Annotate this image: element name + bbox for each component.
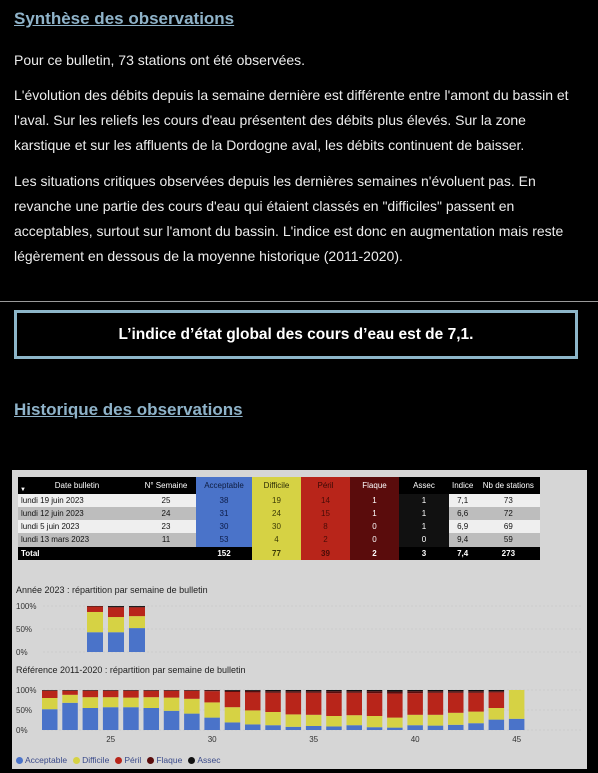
bar-stack — [347, 690, 363, 730]
y-tick-label: 100% — [16, 686, 37, 695]
bar-segment-flaque — [245, 691, 261, 693]
bar-segment-acceptable — [42, 709, 58, 730]
legend-label: Péril — [124, 755, 142, 765]
cell-indice: 6,6 — [449, 507, 476, 520]
bar-segment-péril — [265, 693, 281, 712]
bar-segment-assec — [225, 690, 241, 691]
bar-segment-péril — [225, 692, 241, 707]
bar-segment-péril — [87, 606, 103, 612]
cell-assec: 1 — [399, 507, 449, 520]
bar-segment-acceptable — [367, 727, 383, 730]
bar-segment-assec — [489, 690, 505, 691]
col-assec-header[interactable]: Assec — [399, 477, 449, 494]
bar-segment-péril — [42, 691, 58, 698]
bar-segment-acceptable — [448, 725, 464, 730]
bar-segment-difficile — [87, 612, 103, 632]
cell-indice: 9,4 — [449, 533, 476, 547]
cell-stations: 73 — [476, 494, 540, 507]
col-date-header[interactable] — [18, 477, 136, 494]
bar-segment-flaque — [225, 691, 241, 692]
bar-segment-péril — [387, 694, 403, 718]
cell-indice: 6,9 — [449, 520, 476, 533]
cell-flaque: 1 — [350, 507, 399, 520]
bar-segment-flaque — [489, 691, 505, 692]
col-peril-header[interactable]: Péril — [301, 477, 350, 494]
bar-stack — [245, 690, 261, 730]
bar-segment-assec — [265, 690, 281, 691]
bar-segment-flaque — [448, 691, 464, 693]
bar-segment-péril — [428, 693, 444, 715]
bar-segment-difficile — [347, 715, 363, 725]
bar-stack — [87, 606, 103, 652]
bar-segment-difficile — [428, 715, 444, 726]
bar-segment-flaque — [407, 691, 423, 693]
bar-stack — [265, 690, 281, 730]
bar-stack — [129, 606, 145, 652]
legend-item[interactable] — [16, 755, 67, 765]
cell-date: lundi 13 mars 2023 — [18, 533, 136, 547]
cell-week: 24 — [136, 507, 196, 520]
cell-flaque: 0 — [350, 533, 399, 547]
cell-difficile: 19 — [252, 494, 301, 507]
bar-segment-difficile — [367, 716, 383, 727]
bar-segment-acceptable — [164, 711, 180, 730]
bar-segment-flaque — [204, 690, 220, 691]
col-acceptable-header[interactable]: Acceptable — [196, 477, 252, 494]
bar-segment-flaque — [387, 692, 403, 694]
bar-segment-péril — [103, 691, 119, 697]
bar-stack — [367, 690, 383, 730]
cell-peril: 2 — [301, 533, 350, 547]
cell-week — [136, 547, 196, 561]
cell-peril: 8 — [301, 520, 350, 533]
y-tick-label: 100% — [16, 602, 37, 611]
bar-segment-difficile — [184, 699, 200, 714]
bar-segment-péril — [407, 693, 423, 715]
cell-acceptable: 53 — [196, 533, 252, 547]
table-total-row — [18, 547, 540, 561]
bar-segment-difficile — [448, 713, 464, 725]
bar-segment-acceptable — [306, 726, 322, 730]
bar-segment-acceptable — [509, 719, 525, 730]
observations-table — [18, 477, 540, 560]
report-panel — [12, 470, 587, 769]
y-tick-label: 50% — [16, 625, 33, 634]
col-week-header[interactable]: N° Semaine — [136, 477, 196, 494]
bar-segment-péril — [245, 692, 261, 710]
bar-segment-assec — [129, 606, 145, 607]
bar-segment-difficile — [225, 707, 241, 722]
legend-label: Assec — [197, 755, 221, 765]
bar-segment-acceptable — [108, 632, 124, 652]
cell-difficile: 30 — [252, 520, 301, 533]
cell-difficile: 77 — [252, 547, 301, 561]
bar-segment-difficile — [83, 697, 99, 708]
bar-segment-péril — [347, 693, 363, 715]
cell-difficile: 4 — [252, 533, 301, 547]
cell-peril: 14 — [301, 494, 350, 507]
cell-stations: 69 — [476, 520, 540, 533]
bar-stack — [184, 690, 200, 730]
bar-segment-péril — [129, 607, 145, 616]
bar-stack — [164, 690, 180, 730]
chart-legend — [16, 755, 220, 765]
y-tick-label: 50% — [16, 706, 33, 715]
bar-segment-assec — [468, 690, 484, 691]
cell-acceptable: 30 — [196, 520, 252, 533]
legend-dot-icon — [73, 757, 80, 764]
global-index-banner — [14, 310, 578, 359]
bar-stack — [103, 690, 119, 730]
cell-assec: 3 — [399, 547, 449, 561]
bar-segment-acceptable — [144, 708, 160, 730]
legend-item[interactable] — [188, 755, 220, 765]
bar-segment-assec — [367, 690, 383, 691]
bar-segment-difficile — [164, 698, 180, 711]
bar-segment-assec — [108, 606, 124, 607]
x-tick-label: 40 — [410, 735, 420, 744]
bar-segment-acceptable — [123, 707, 139, 730]
y-tick-label: 0% — [16, 648, 28, 657]
bar-segment-acceptable — [129, 628, 145, 652]
bar-stack — [407, 690, 423, 730]
bar-segment-péril — [286, 693, 302, 715]
bar-stack — [42, 690, 58, 730]
bar-stack — [387, 690, 403, 730]
bar-segment-difficile — [103, 697, 119, 707]
cell-stations: 59 — [476, 533, 540, 547]
bar-segment-acceptable — [204, 718, 220, 730]
bar-segment-péril — [164, 691, 180, 698]
cell-assec: 1 — [399, 520, 449, 533]
legend-item[interactable] — [73, 755, 109, 765]
bar-segment-acceptable — [407, 725, 423, 730]
bar-segment-flaque — [265, 691, 281, 693]
bar-segment-acceptable — [468, 723, 484, 730]
bar-stack — [225, 690, 241, 730]
cell-flaque: 2 — [350, 547, 399, 561]
bar-stack — [83, 690, 99, 730]
bar-stack — [326, 690, 342, 730]
table-row[interactable] — [18, 520, 540, 533]
cell-stations: 273 — [476, 547, 540, 561]
table-header-row — [18, 477, 540, 494]
bar-segment-difficile — [509, 690, 525, 719]
bar-segment-péril — [326, 693, 342, 716]
cell-week: 11 — [136, 533, 196, 547]
bar-segment-acceptable — [103, 707, 119, 730]
table-row[interactable] — [18, 533, 540, 547]
legend-item[interactable] — [115, 755, 141, 765]
bar-segment-acceptable — [184, 714, 200, 730]
bar-segment-difficile — [286, 714, 302, 726]
bar-segment-difficile — [265, 712, 281, 725]
bar-segment-difficile — [42, 698, 58, 709]
bar-stack — [306, 690, 322, 730]
bar-segment-difficile — [468, 712, 484, 724]
bar-stack — [62, 690, 78, 730]
x-tick-label: 30 — [207, 735, 217, 744]
divider — [0, 301, 598, 302]
cell-flaque: 1 — [350, 494, 399, 507]
evolution-paragraph: L'évolution des débits depuis la semaine dernière est différente entre l'amont du bassin et l'aval. Sur les reliefs les cours d'eau présentent des débits plus élevés. Sur la zone karstique et sur les affluents de la Dordogne aval, les débits continuent de baisser. — [14, 87, 569, 153]
bar-stack — [286, 690, 302, 730]
bar-segment-difficile — [387, 718, 403, 728]
bar-segment-flaque — [468, 691, 484, 693]
col-date-label: Date bulletin — [54, 481, 100, 490]
bar-segment-difficile — [108, 617, 124, 632]
cell-date: lundi 19 juin 2023 — [18, 494, 136, 507]
col-difficile-header[interactable]: Difficile — [252, 477, 301, 494]
bar-segment-difficile — [326, 716, 342, 726]
legend-item[interactable] — [147, 755, 182, 765]
bar-stack — [108, 606, 124, 652]
bar-segment-difficile — [129, 616, 145, 628]
synthese-title: Synthèse des observations — [14, 9, 235, 28]
bar-segment-difficile — [204, 702, 220, 717]
bar-segment-acceptable — [225, 722, 241, 730]
bar-segment-flaque — [286, 691, 302, 693]
bar-stack — [123, 690, 139, 730]
cell-flaque: 0 — [350, 520, 399, 533]
cell-week: 23 — [136, 520, 196, 533]
x-tick-label: 25 — [106, 735, 116, 744]
global-index-text: L’indice d’état global des cours d’eau est de 7,1. — [118, 325, 474, 343]
cell-acceptable: 38 — [196, 494, 252, 507]
chart-reference-title: Référence 2011-2020 : répartition par semaine de bulletin — [16, 665, 246, 675]
cell-acceptable: 31 — [196, 507, 252, 520]
bar-segment-péril — [468, 693, 484, 712]
bar-segment-péril — [204, 691, 220, 702]
bar-segment-péril — [448, 693, 464, 713]
bar-segment-péril — [489, 692, 505, 708]
bar-stack — [509, 690, 525, 730]
x-tick-label: 35 — [309, 735, 319, 744]
bar-stack — [489, 690, 505, 730]
bar-segment-assec — [428, 690, 444, 691]
cell-difficile: 24 — [252, 507, 301, 520]
x-tick-label: 45 — [512, 735, 522, 744]
bar-segment-difficile — [489, 708, 505, 720]
bar-stack — [428, 690, 444, 730]
bar-segment-difficile — [245, 710, 261, 724]
legend-dot-icon — [147, 757, 154, 764]
cell-acceptable: 152 — [196, 547, 252, 561]
bar-segment-péril — [83, 691, 99, 697]
bar-segment-acceptable — [87, 632, 103, 652]
cell-date: lundi 12 juin 2023 — [18, 507, 136, 520]
cell-peril: 39 — [301, 547, 350, 561]
bar-segment-assec — [245, 690, 261, 691]
cell-total-label: Total — [18, 547, 136, 561]
historique-title: Historique des observations — [14, 400, 243, 419]
bar-segment-péril — [367, 693, 383, 716]
legend-label: Acceptable — [25, 755, 68, 765]
legend-dot-icon — [188, 757, 195, 764]
bar-segment-difficile — [407, 715, 423, 725]
bar-segment-difficile — [62, 695, 78, 703]
cell-assec: 0 — [399, 533, 449, 547]
bar-segment-acceptable — [62, 703, 78, 730]
cell-date: lundi 5 juin 2023 — [18, 520, 136, 533]
bar-segment-péril — [144, 691, 160, 697]
y-tick-label: 0% — [16, 726, 28, 735]
bar-segment-assec — [347, 690, 363, 691]
bar-stack — [144, 690, 160, 730]
bar-segment-acceptable — [489, 720, 505, 730]
bar-segment-acceptable — [387, 728, 403, 730]
bar-segment-péril — [123, 691, 139, 698]
chart-2023 — [12, 598, 587, 658]
cell-stations: 72 — [476, 507, 540, 520]
bar-stack — [448, 690, 464, 730]
sort-down-icon[interactable]: ▼ — [20, 487, 26, 493]
bar-segment-assec — [448, 690, 464, 691]
bar-segment-péril — [306, 693, 322, 715]
bar-segment-flaque — [347, 691, 363, 693]
bar-segment-acceptable — [245, 724, 261, 730]
cell-indice: 7,4 — [449, 547, 476, 561]
bar-segment-péril — [62, 691, 78, 695]
legend-label: Difficile — [82, 755, 110, 765]
chart-reference — [12, 678, 587, 750]
bar-segment-assec — [407, 690, 423, 691]
bar-segment-flaque — [326, 691, 342, 693]
table-row[interactable] — [18, 507, 540, 520]
bar-segment-assec — [326, 690, 342, 691]
cell-assec: 1 — [399, 494, 449, 507]
col-flaque-header[interactable]: Flaque — [350, 477, 399, 494]
legend-dot-icon — [16, 757, 23, 764]
bar-segment-flaque — [367, 691, 383, 693]
table-row[interactable] — [18, 494, 540, 507]
intro-paragraph: Pour ce bulletin, 73 stations ont été observées. — [14, 52, 306, 68]
bar-stack — [468, 690, 484, 730]
bar-stack — [204, 690, 220, 730]
cell-indice: 7,1 — [449, 494, 476, 507]
bar-segment-assec — [286, 690, 302, 691]
situation-paragraph: Les situations critiques observées depuis les dernières semaines n'évoluent pas. En revanche une partie des cours d'eau qui étaient classés en "difficiles" passent en acceptables, surtout sur l'amont du bassin. L'indice est donc en augmentation mais reste légèrement en dessous de la moyenne historique (2011-2020). — [14, 173, 564, 264]
cell-peril: 15 — [301, 507, 350, 520]
col-indice-header[interactable]: Indice — [449, 477, 476, 494]
bar-segment-acceptable — [83, 708, 99, 730]
legend-label: Flaque — [156, 755, 183, 765]
bar-segment-acceptable — [326, 726, 342, 730]
bar-segment-difficile — [123, 698, 139, 708]
cell-week: 25 — [136, 494, 196, 507]
bar-segment-acceptable — [428, 726, 444, 730]
bar-segment-acceptable — [265, 725, 281, 730]
bar-segment-assec — [387, 690, 403, 692]
bar-segment-péril — [184, 691, 200, 699]
chart-2023-title: Année 2023 : répartition par semaine de bulletin — [16, 585, 208, 595]
bar-segment-acceptable — [286, 727, 302, 730]
bar-segment-flaque — [306, 691, 322, 693]
col-stations-header[interactable]: Nb de stations — [476, 477, 540, 494]
bar-segment-flaque — [428, 691, 444, 693]
bar-segment-péril — [108, 607, 124, 617]
bar-segment-acceptable — [347, 725, 363, 730]
legend-dot-icon — [115, 757, 122, 764]
bar-segment-difficile — [306, 715, 322, 726]
bar-segment-assec — [306, 690, 322, 691]
bar-segment-difficile — [144, 697, 160, 708]
